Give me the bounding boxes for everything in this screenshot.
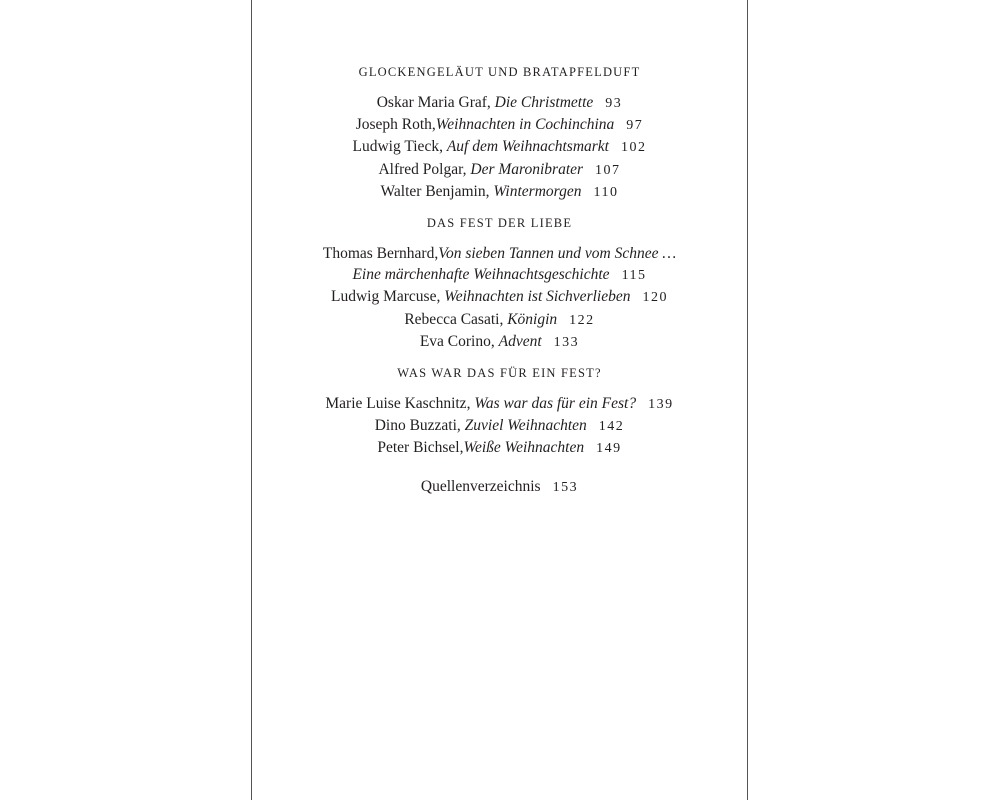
entry-page-number: 122 [569, 312, 595, 328]
sources-label: Quellenverzeichnis [420, 477, 541, 495]
table-of-contents [252, 62, 747, 498]
entry-title: Von sieben Tannen und vom Schnee … [438, 245, 677, 263]
toc-entry [252, 331, 747, 353]
entry-author: Peter Bichsel, [377, 439, 464, 457]
entry-page-number: 139 [648, 397, 674, 413]
section-heading: WAS WAR DAS FÜR EIN FEST? [397, 366, 602, 381]
entry-author: Alfred Polgar, [378, 160, 467, 178]
entry-title: Weiße Weihnachten [463, 439, 585, 457]
entry-title: Weihnachten in Cochinchina [435, 116, 615, 134]
toc-entry [252, 309, 747, 331]
toc-section [252, 213, 747, 353]
toc-entry [252, 393, 747, 415]
entry-author: Oskar Maria Graf, [376, 94, 491, 111]
entry-page-number: 93 [605, 96, 623, 111]
entry-author: Rebecca Casati, [404, 310, 504, 328]
entry-author: Ludwig Marcuse, [331, 288, 441, 306]
toc-entry [252, 415, 747, 437]
entry-page-number: 142 [598, 419, 625, 435]
entry-author: Joseph Roth, [355, 116, 436, 134]
section-heading: DAS FEST DER LIEBE [426, 216, 573, 231]
toc-section [252, 363, 747, 460]
entry-author: Thomas Bernhard, [322, 245, 439, 263]
entry-page-number: 107 [595, 162, 621, 178]
section-heading: GLOCKENGELÄUT UND BRATAPFELDUFT [358, 65, 641, 79]
entry-page-number: 97 [626, 118, 644, 134]
entry-author: Marie Luise Kaschnitz, [325, 395, 471, 413]
entry-author: Ludwig Tieck, [352, 138, 443, 156]
entry-list [252, 393, 747, 460]
toc-entry [252, 136, 747, 158]
entry-title: Auf dem Weihnachtsmarkt [446, 138, 609, 156]
entry-author: Dino Buzzati, [374, 417, 461, 435]
entry-title: Der Maronibrater [470, 160, 584, 178]
entry-title: Die Christmette [494, 94, 594, 111]
sources-page-number: 153 [552, 479, 579, 495]
entry-title: Advent [498, 332, 542, 350]
entry-page-number: 102 [620, 140, 647, 156]
toc-entry [252, 243, 747, 264]
book-page [251, 0, 748, 800]
entry-title: Königin [507, 310, 558, 328]
entry-page-number: 133 [553, 334, 580, 350]
toc-entry-continuation [252, 264, 747, 286]
entry-title: Wintermorgen [493, 182, 582, 200]
entry-title-line2: Eine märchenhafte Weihnachtsgeschichte [352, 266, 610, 284]
entry-page-number: 115 [621, 268, 647, 284]
entry-page-number: 149 [596, 441, 622, 457]
toc-entry [252, 437, 747, 459]
entry-title: Zuviel Weihnachten [464, 417, 587, 435]
toc-entry [252, 114, 747, 136]
entry-author: Eva Corino, [419, 332, 495, 350]
entry-page-number: 120 [642, 290, 668, 306]
entry-list [252, 92, 747, 203]
toc-section [252, 62, 747, 203]
sources-entry [252, 476, 747, 498]
entry-author: Walter Benjamin, [380, 182, 490, 200]
toc-entry [252, 159, 747, 181]
entry-title: Was war das für ein Fest? [474, 395, 637, 413]
entry-page-number: 110 [593, 184, 619, 200]
entry-list [252, 243, 747, 353]
toc-entry [252, 181, 747, 203]
toc-entry [252, 286, 747, 308]
toc-entry [252, 92, 747, 114]
entry-title: Weihnachten ist Sichverlieben [444, 288, 631, 306]
